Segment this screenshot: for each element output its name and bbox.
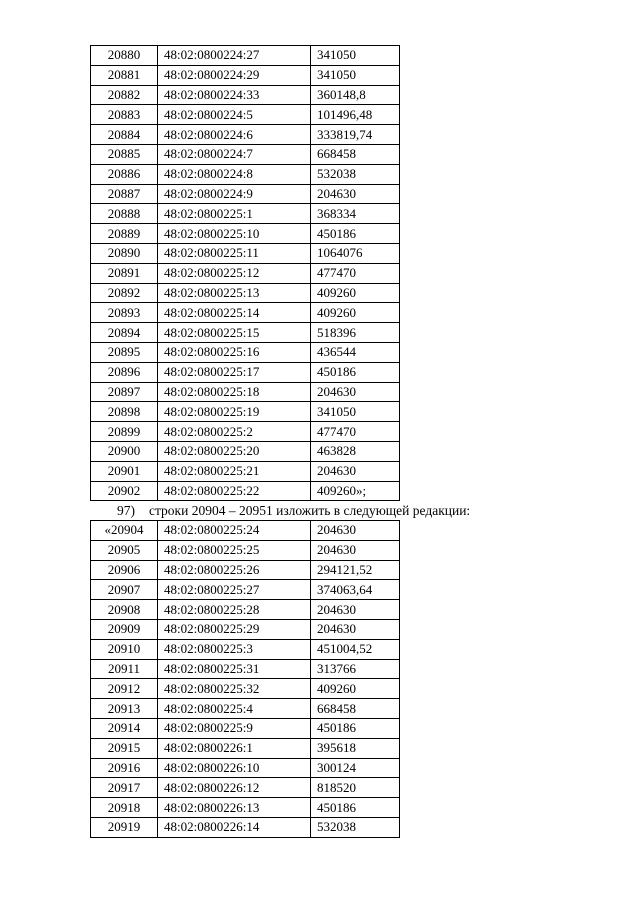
cadastral-value-cell: 204630 — [311, 382, 400, 402]
row-number-cell: 20888 — [91, 204, 158, 224]
cadastral-number-cell: 48:02:0800224:33 — [158, 85, 311, 105]
cadastral-number-cell: 48:02:0800225:19 — [158, 402, 311, 422]
table-row — [91, 303, 400, 323]
table-row — [91, 679, 400, 699]
cadastral-number-cell: 48:02:0800225:15 — [158, 323, 311, 343]
table-row — [91, 144, 400, 164]
table-row — [91, 224, 400, 244]
row-number-cell: 20880 — [91, 46, 158, 66]
row-number-cell: 20900 — [91, 441, 158, 461]
row-number-cell: 20885 — [91, 144, 158, 164]
table-row — [91, 600, 400, 620]
row-number-cell: 20893 — [91, 303, 158, 323]
cadastral-value-cell: 463828 — [311, 441, 400, 461]
row-number-cell: 20890 — [91, 243, 158, 263]
cadastral-value-cell: 341050 — [311, 65, 400, 85]
table-row — [91, 65, 400, 85]
cadastral-number-cell: 48:02:0800225:11 — [158, 243, 311, 263]
cadastral-number-cell: 48:02:0800225:17 — [158, 362, 311, 382]
row-number-cell: 20910 — [91, 639, 158, 659]
cadastral-value-cell: 101496,48 — [311, 105, 400, 125]
table-row — [91, 461, 400, 481]
row-number-cell: 20913 — [91, 699, 158, 719]
table-row — [91, 382, 400, 402]
row-number-cell: 20918 — [91, 798, 158, 818]
cadastral-value-cell: 450186 — [311, 718, 400, 738]
cadastral-number-cell: 48:02:0800225:29 — [158, 619, 311, 639]
row-number-cell: 20908 — [91, 600, 158, 620]
table-row — [91, 441, 400, 461]
row-number-cell: 20895 — [91, 342, 158, 362]
cadastral-value-cell: 409260 — [311, 679, 400, 699]
cadastral-value-cell: 204630 — [311, 600, 400, 620]
row-number-cell: 20905 — [91, 540, 158, 560]
cadastral-value-table-2 — [90, 520, 400, 838]
table-row — [91, 342, 400, 362]
row-number-cell: 20884 — [91, 125, 158, 145]
table-row — [91, 540, 400, 560]
table-row — [91, 817, 400, 837]
table-row — [91, 323, 400, 343]
row-number-cell: 20898 — [91, 402, 158, 422]
cadastral-value-cell: 436544 — [311, 342, 400, 362]
cadastral-value-cell: 1064076 — [311, 243, 400, 263]
row-number-cell: 20914 — [91, 718, 158, 738]
cadastral-number-cell: 48:02:0800224:8 — [158, 164, 311, 184]
cadastral-value-cell: 374063,64 — [311, 580, 400, 600]
row-number-cell: 20883 — [91, 105, 158, 125]
cadastral-value-cell: 818520 — [311, 778, 400, 798]
table-row — [91, 46, 400, 66]
row-number-cell: 20894 — [91, 323, 158, 343]
cadastral-number-cell: 48:02:0800225:28 — [158, 600, 311, 620]
cadastral-number-cell: 48:02:0800226:10 — [158, 758, 311, 778]
cadastral-value-cell: 294121,52 — [311, 560, 400, 580]
row-number-cell: 20889 — [91, 224, 158, 244]
cadastral-number-cell: 48:02:0800226:12 — [158, 778, 311, 798]
table-row — [91, 164, 400, 184]
cadastral-value-cell: 333819,74 — [311, 125, 400, 145]
cadastral-number-cell: 48:02:0800225:22 — [158, 481, 311, 501]
cadastral-value-cell: 300124 — [311, 758, 400, 778]
table-row — [91, 283, 400, 303]
table-row — [91, 718, 400, 738]
table-row — [91, 560, 400, 580]
table-row — [91, 778, 400, 798]
cadastral-value-cell: 477470 — [311, 263, 400, 283]
cadastral-value-cell: 204630 — [311, 619, 400, 639]
table-row — [91, 362, 400, 382]
cadastral-number-cell: 48:02:0800224:27 — [158, 46, 311, 66]
cadastral-value-cell: 409260»; — [311, 481, 400, 501]
table-row — [91, 580, 400, 600]
row-number-cell: 20902 — [91, 481, 158, 501]
cadastral-number-cell: 48:02:0800225:24 — [158, 521, 311, 541]
table-row — [91, 105, 400, 125]
cadastral-value-cell: 450186 — [311, 362, 400, 382]
row-number-cell: 20911 — [91, 659, 158, 679]
cadastral-number-cell: 48:02:0800225:2 — [158, 422, 311, 442]
cadastral-value-table-1 — [90, 45, 400, 501]
table-row — [91, 798, 400, 818]
table-row — [91, 758, 400, 778]
table-row — [91, 125, 400, 145]
cadastral-value-cell: 450186 — [311, 798, 400, 818]
table-row — [91, 204, 400, 224]
row-number-cell: 20919 — [91, 817, 158, 837]
row-number-cell: 20901 — [91, 461, 158, 481]
cadastral-number-cell: 48:02:0800225:3 — [158, 639, 311, 659]
table-row — [91, 184, 400, 204]
row-number-cell: 20907 — [91, 580, 158, 600]
row-number-cell: 20881 — [91, 65, 158, 85]
cadastral-number-cell: 48:02:0800224:9 — [158, 184, 311, 204]
cadastral-number-cell: 48:02:0800225:26 — [158, 560, 311, 580]
cadastral-number-cell: 48:02:0800224:7 — [158, 144, 311, 164]
cadastral-number-cell: 48:02:0800225:14 — [158, 303, 311, 323]
row-number-cell: 20896 — [91, 362, 158, 382]
row-number-cell: 20892 — [91, 283, 158, 303]
table-row — [91, 263, 400, 283]
cadastral-number-cell: 48:02:0800225:27 — [158, 580, 311, 600]
cadastral-value-cell: 532038 — [311, 817, 400, 837]
row-number-cell: 20899 — [91, 422, 158, 442]
cadastral-value-cell: 360148,8 — [311, 85, 400, 105]
row-number-cell: 20915 — [91, 738, 158, 758]
table-row — [91, 738, 400, 758]
row-number-cell: 20882 — [91, 85, 158, 105]
cadastral-value-cell: 341050 — [311, 402, 400, 422]
cadastral-number-cell: 48:02:0800225:20 — [158, 441, 311, 461]
cadastral-number-cell: 48:02:0800225:16 — [158, 342, 311, 362]
row-number-cell: 20887 — [91, 184, 158, 204]
cadastral-number-cell: 48:02:0800224:5 — [158, 105, 311, 125]
cadastral-value-cell: 409260 — [311, 303, 400, 323]
row-number-cell: 20916 — [91, 758, 158, 778]
cadastral-value-cell: 204630 — [311, 521, 400, 541]
table-row — [91, 243, 400, 263]
cadastral-number-cell: 48:02:0800224:29 — [158, 65, 311, 85]
table-row — [91, 639, 400, 659]
cadastral-value-cell: 204630 — [311, 461, 400, 481]
cadastral-value-cell: 341050 — [311, 46, 400, 66]
cadastral-number-cell: 48:02:0800225:18 — [158, 382, 311, 402]
cadastral-number-cell: 48:02:0800225:31 — [158, 659, 311, 679]
cadastral-number-cell: 48:02:0800224:6 — [158, 125, 311, 145]
amendment-note — [117, 503, 470, 519]
row-number-cell: «20904 — [91, 521, 158, 541]
cadastral-value-cell: 668458 — [311, 144, 400, 164]
row-number-cell: 20912 — [91, 679, 158, 699]
cadastral-number-cell: 48:02:0800225:4 — [158, 699, 311, 719]
amendment-number: 97) — [117, 503, 135, 518]
cadastral-value-cell: 395618 — [311, 738, 400, 758]
table-row — [91, 699, 400, 719]
table-row — [91, 659, 400, 679]
cadastral-number-cell: 48:02:0800225:9 — [158, 718, 311, 738]
table-row — [91, 402, 400, 422]
row-number-cell: 20906 — [91, 560, 158, 580]
cadastral-number-cell: 48:02:0800225:32 — [158, 679, 311, 699]
table-row — [91, 481, 400, 501]
cadastral-value-cell: 450186 — [311, 224, 400, 244]
table-row — [91, 619, 400, 639]
amendment-text: строки 20904 – 20951 изложить в следующей редакции: — [149, 503, 471, 518]
cadastral-number-cell: 48:02:0800225:25 — [158, 540, 311, 560]
cadastral-value-cell: 368334 — [311, 204, 400, 224]
cadastral-number-cell: 48:02:0800226:14 — [158, 817, 311, 837]
row-number-cell: 20886 — [91, 164, 158, 184]
row-number-cell: 20909 — [91, 619, 158, 639]
row-number-cell: 20917 — [91, 778, 158, 798]
cadastral-value-cell: 668458 — [311, 699, 400, 719]
table-row — [91, 521, 400, 541]
row-number-cell: 20897 — [91, 382, 158, 402]
cadastral-number-cell: 48:02:0800225:12 — [158, 263, 311, 283]
cadastral-value-cell: 204630 — [311, 540, 400, 560]
cadastral-number-cell: 48:02:0800226:1 — [158, 738, 311, 758]
row-number-cell: 20891 — [91, 263, 158, 283]
cadastral-value-cell: 204630 — [311, 184, 400, 204]
cadastral-number-cell: 48:02:0800225:10 — [158, 224, 311, 244]
cadastral-value-cell: 313766 — [311, 659, 400, 679]
table-row — [91, 422, 400, 442]
table-row — [91, 85, 400, 105]
cadastral-value-cell: 518396 — [311, 323, 400, 343]
cadastral-number-cell: 48:02:0800225:21 — [158, 461, 311, 481]
cadastral-value-cell: 409260 — [311, 283, 400, 303]
cadastral-number-cell: 48:02:0800225:1 — [158, 204, 311, 224]
cadastral-value-cell: 532038 — [311, 164, 400, 184]
cadastral-value-cell: 451004,52 — [311, 639, 400, 659]
cadastral-value-cell: 477470 — [311, 422, 400, 442]
cadastral-number-cell: 48:02:0800225:13 — [158, 283, 311, 303]
cadastral-number-cell: 48:02:0800226:13 — [158, 798, 311, 818]
